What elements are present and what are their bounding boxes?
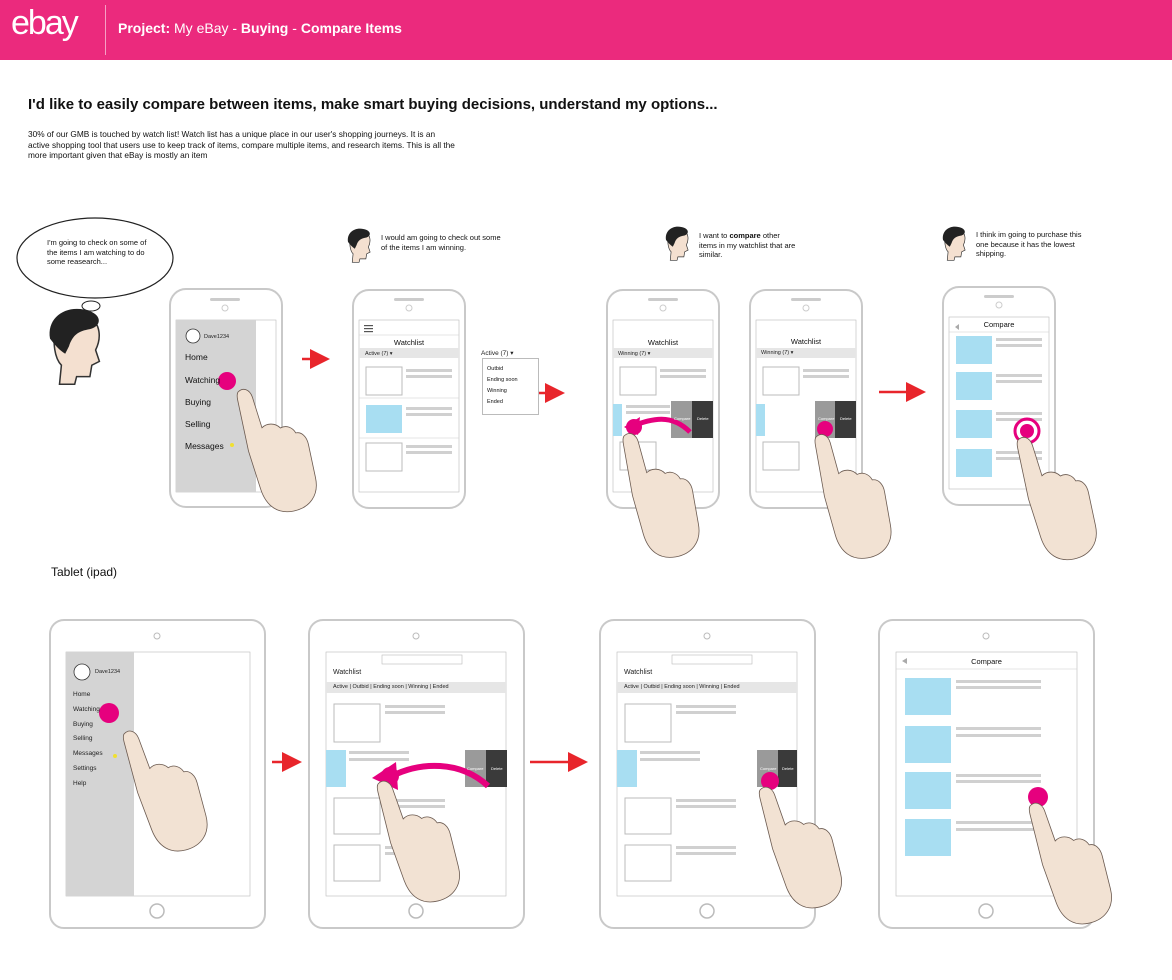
dropdown-ending-soon[interactable]: Ending soon	[487, 377, 518, 383]
section-label: Buying	[240, 20, 289, 36]
tablet-tabs-3: Active | Outbid | Ending soon | Winning | Ended	[624, 684, 740, 690]
tablet-menu-settings[interactable]: Settings	[73, 765, 97, 772]
thought-bubble-text: I'm going to check on some of the items I am watching to do some reasearch...	[47, 238, 147, 266]
winning-filter-3[interactable]: Winning (7) ▾	[618, 351, 651, 357]
tablet-compare-button-2[interactable]: Compare	[467, 766, 484, 771]
caption-compare: I want to compare other items in my watchlist that are similar.	[699, 231, 796, 259]
watchlist-title-3: Watchlist	[647, 338, 679, 347]
phone-username: Dave1234	[204, 334, 230, 340]
dropdown-winning[interactable]: Winning	[487, 388, 507, 394]
tablet-label: Tablet (ipad)	[51, 565, 118, 579]
page-headline: I'd like to easily compare between items, make smart buying decisions, understand my options...	[28, 96, 718, 113]
phone-menu-home[interactable]: Home	[185, 352, 208, 362]
tablet-compare-title: Compare	[971, 657, 1002, 666]
dropdown-label[interactable]: Active (7) ▾	[481, 350, 514, 357]
tablet-tabs-2: Active | Outbid | Ending soon | Winning | Ended	[333, 684, 449, 690]
tablet-menu-buying[interactable]: Buying	[73, 721, 93, 728]
tablet-delete-button-2[interactable]: Delete	[491, 766, 503, 771]
tablet-username: Dave1234	[95, 669, 121, 675]
tablet-delete-button-3[interactable]: Delete	[782, 766, 794, 771]
delete-button-3[interactable]: Delete	[697, 416, 709, 421]
compare-button-3[interactable]: Compare	[674, 416, 691, 421]
filter-dropdown	[482, 358, 539, 415]
compare-title: Compare	[983, 320, 1015, 329]
caption-purchase: I think im going to purchase this one because it has the lowest shipping.	[976, 230, 1082, 258]
project-path: My eBay -	[174, 20, 238, 36]
tablet-menu-help[interactable]: Help	[73, 780, 87, 787]
active-filter[interactable]: Active (7) ▾	[365, 351, 393, 357]
compare-button-4[interactable]: Compare	[818, 416, 835, 421]
phone-menu-messages[interactable]: Messages	[185, 441, 224, 451]
tablet-watchlist-title-3: Watchlist	[624, 669, 653, 676]
intro-text: 30% of our GMB is touched by watch list! Watch list has a unique place in our user's shopping journeys. It is an active shopping tool that users use to keep track of items, compare multiple items, and research items. This is all the more important given that eBay is mostly an item	[28, 129, 455, 160]
page-label: Compare Items	[300, 20, 402, 36]
tablet-compare-button-3[interactable]: Compare	[760, 766, 777, 771]
phone-menu-buying[interactable]: Buying	[185, 397, 211, 407]
ebay-logo: ebay	[11, 4, 77, 42]
watchlist-title-4: Watchlist	[790, 337, 822, 346]
tablet-menu-watching[interactable]: Watching	[73, 706, 100, 713]
project-label: Project:	[118, 20, 171, 36]
tablet-menu-messages[interactable]: Messages	[73, 750, 103, 757]
crumb-separator: -	[292, 20, 297, 36]
delete-button-4[interactable]: Delete	[840, 416, 852, 421]
phone-menu-watching[interactable]: Watching	[185, 375, 221, 385]
watchlist-title: Watchlist	[393, 338, 425, 347]
tablet-menu-home[interactable]: Home	[73, 691, 91, 698]
dropdown-ended[interactable]: Ended	[487, 399, 503, 405]
dropdown-outbid[interactable]: Outbid	[487, 366, 504, 372]
tablet-menu-selling[interactable]: Selling	[73, 735, 93, 742]
phone-menu-selling[interactable]: Selling	[185, 419, 211, 429]
tablet-watchlist-title-2: Watchlist	[333, 669, 362, 676]
caption-winning: I would am going to check out some of the items I am winning.	[381, 233, 501, 252]
winning-filter-4[interactable]: Winning (7) ▾	[761, 350, 794, 356]
